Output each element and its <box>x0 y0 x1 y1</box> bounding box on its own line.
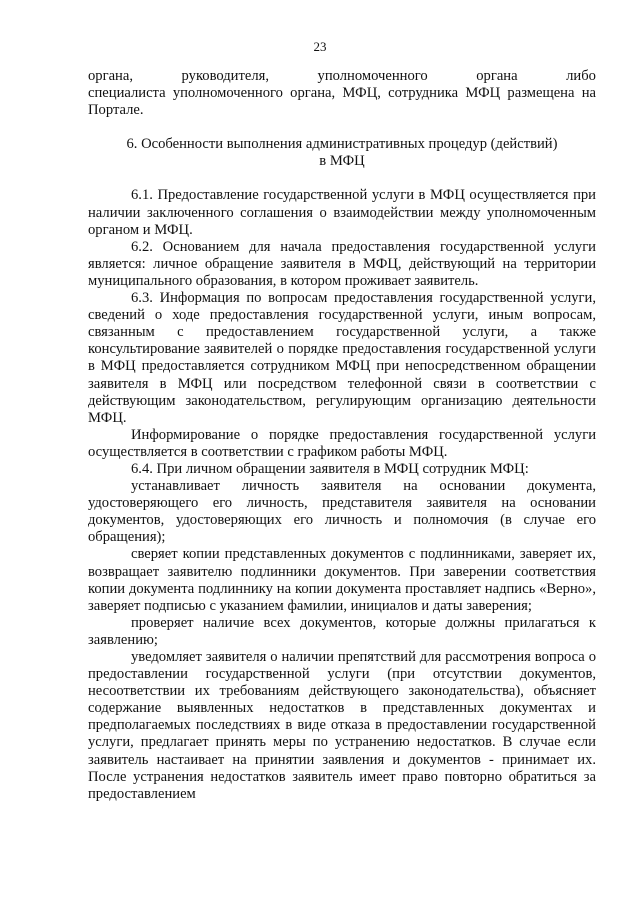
intro-word: руководителя, <box>181 68 269 84</box>
paragraph-checks-documents: проверяет наличие всех документов, которые должны прилагаться к заявлению; <box>88 614 596 648</box>
intro-first-line <box>88 68 596 85</box>
paragraph-verifies-copies: сверяет копии представленных документов с подлинниками, заверяет их, возвращает заявителю подлинники документов. При заверении соответствия копии документа подлиннику на копии документа проставляет надпись «Верно», заверяет подписью с указанием фамилии, инициалов и даты заверения; <box>88 546 596 614</box>
paragraph-notifies: уведомляет заявителя о наличии препятствий для рассмотрения вопроса о предоставлении государственной услуги (при отсутствии документов, несоответствии их требованиям действующего законодательства), объясняет содержание выявленных недостатков в представленных документах и предполагаемых последствиях в виде отказа в предоставлении государственной услуги, предлагает принять меры по устранению недостатков. В случае если заявитель настаивает на принятии заявления и документов - принимает их. После устранения недостатков заявитель имеет право повторно обратиться за предоставлением <box>88 649 596 802</box>
intro-word: уполномоченного <box>317 68 428 84</box>
section-title-line-1: 6. Особенности выполнения административных процедур (действий) <box>126 136 558 153</box>
intro-word: либо <box>566 68 596 84</box>
intro-word: органа, <box>88 68 133 84</box>
document-body <box>88 68 596 803</box>
section-heading <box>88 136 596 170</box>
section-title-line-2: в МФЦ <box>319 153 365 170</box>
intro-continuation: специалиста уполномоченного органа, МФЦ, сотрудника МФЦ размещена на Портале. <box>88 85 596 119</box>
paragraph-6-2: 6.2. Основанием для начала предоставления государственной услуги является: личное обращение заявителя в МФЦ, действующий на территории муниципального образования, в котором проживает заявитель. <box>88 238 596 289</box>
paragraph-informing: Информирование о порядке предоставления государственной услуги осуществляется в соответствии с графиком работы МФЦ. <box>88 426 596 460</box>
paragraph-identifies: устанавливает личность заявителя на основании документа, удостоверяющего его личность, представителя заявителя на основании документов, удостоверяющих его личность и полномочия (в случае его обращения); <box>88 478 596 546</box>
intro-word: органа <box>476 68 518 84</box>
paragraph-6-1: 6.1. Предоставление государственной услуги в МФЦ осуществляется при наличии заключенного соглашения о взаимодействии между уполномоченным органом и МФЦ. <box>88 187 596 238</box>
paragraph-6-3: 6.3. Информация по вопросам предоставления государственной услуги, сведений о ходе предоставления государственной услуги, иным вопросам, связанным с предоставлением государственной услуги, а также консультирование заявителей о порядке предоставления государственной услуги в МФЦ предоставляется сотрудником МФЦ при непосредственном обращении заявителя в МФЦ или посредством телефонной связи в соответствии с действующим законодательством, регулирующим организацию деятельности МФЦ. <box>88 290 596 426</box>
page-number: 23 <box>313 39 327 54</box>
paragraph-6-4: 6.4. При личном обращении заявителя в МФЦ сотрудник МФЦ: <box>131 460 529 477</box>
